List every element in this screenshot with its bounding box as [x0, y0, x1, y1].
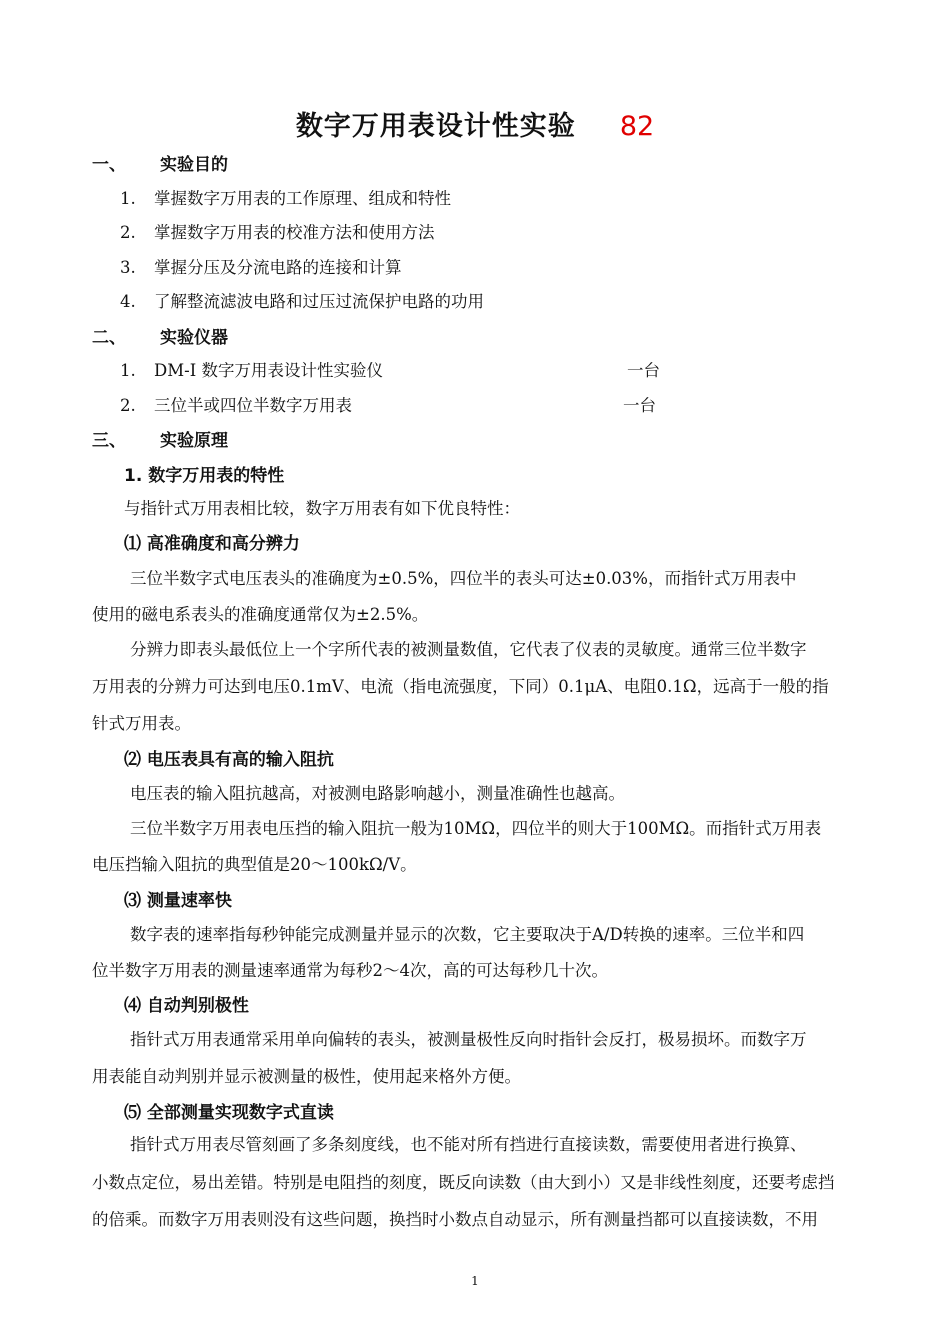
list-item: 1. 掌握数字万用表的工作原理、组成和特性 [120, 189, 451, 208]
paragraph-line: 的倍乘。而数字万用表则没有这些问题，换挡时小数点自动显示，所有测量挡都可以直接读数，不用 [92, 1210, 818, 1229]
paragraph-line: 电压挡输入阻抗的典型值是20～100kΩ/V。 [92, 855, 417, 874]
section-number: 三、 [92, 431, 126, 451]
title-number: 82 [619, 111, 655, 142]
section-title: 实验原理 [160, 431, 228, 451]
instrument-quantity: 一台 [627, 361, 660, 380]
section-number: 一、 [92, 155, 126, 175]
list-item: 3. 掌握分压及分流电路的连接和计算 [120, 258, 402, 277]
paragraph-line: 电压表的输入阻抗越高，对被测电路影响越小，测量准确性也越高。 [130, 784, 625, 803]
feature-heading: ⑷ 自动判别极性 [124, 996, 249, 1016]
paragraph-line: 数字表的速率指每秒钟能完成测量并显示的次数，它主要取决于A/D转换的速率。三位半和四 [130, 925, 805, 944]
section-title: 实验目的 [160, 155, 228, 175]
feature-heading: ⑸ 全部测量实现数字式直读 [124, 1103, 334, 1123]
section-title: 实验仪器 [160, 328, 228, 348]
paragraph-line: 位半数字万用表的测量速率通常为每秒2～4次，高的可达每秒几十次。 [92, 961, 608, 980]
title-text: 数字万用表设计性实验 [295, 111, 576, 142]
paragraph-line: 小数点定位，易出差错。特别是电阻挡的刻度，既反向读数（由大到小）又是非线性刻度，还要考虑挡 [92, 1173, 835, 1192]
section-heading-objectives [92, 150, 228, 175]
instrument-item: 2. 三位半或四位半数字万用表 [120, 396, 352, 415]
paragraph-line: 指针式万用表尽管刻画了多条刻度线，也不能对所有挡进行直接读数，需要使用者进行换算、 [130, 1135, 807, 1154]
list-item: 2. 掌握数字万用表的校准方法和使用方法 [120, 223, 435, 242]
paragraph-line: 分辨力即表头最低位上一个字所代表的被测量数值，它代表了仪表的灵敏度。通常三位半数字 [130, 640, 807, 659]
section-number: 二、 [92, 328, 126, 348]
paragraph-line: 用表能自动判别并显示被测量的极性，使用起来格外方便。 [92, 1067, 521, 1086]
feature-heading: ⑵ 电压表具有高的输入阻抗 [124, 750, 334, 770]
paragraph-line: 三位半数字式电压表头的准确度为±0.5%，四位半的表头可达±0.03%，而指针式万用表中 [130, 569, 797, 588]
list-item: 4. 了解整流滤波电路和过压过流保护电路的功用 [120, 292, 484, 311]
paragraph-line: 针式万用表。 [92, 714, 191, 733]
paragraph-line: 万用表的分辨力可达到电压0.1mV、电流（指电流强度，下同）0.1μA、电阻0.1Ω，远高于一般的指 [92, 677, 829, 696]
section-heading-principle [92, 426, 228, 451]
instrument-quantity: 一台 [623, 396, 656, 415]
subsection-heading: 1. 数字万用表的特性 [124, 466, 285, 486]
paragraph-line: 使用的磁电系表头的准确度通常仅为±2.5%。 [92, 605, 429, 624]
instrument-item: 1. DM-Ⅰ 数字万用表设计性实验仪 [120, 361, 383, 380]
section-heading-instruments [92, 323, 228, 348]
document-title [0, 104, 950, 143]
page-number: 1 [471, 1274, 479, 1288]
feature-heading: ⑶ 测量速率快 [124, 891, 232, 911]
paragraph-line: 指针式万用表通常采用单向偏转的表头，被测量极性反向时指针会反打，极易损坏。而数字万 [130, 1030, 807, 1049]
paragraph-line: 与指针式万用表相比较，数字万用表有如下优良特性： [124, 499, 520, 518]
feature-heading: ⑴ 高准确度和高分辨力 [124, 534, 300, 554]
paragraph-line: 三位半数字万用表电压挡的输入阻抗一般为10MΩ，四位半的则大于100MΩ。而指针式万用表 [130, 819, 822, 838]
